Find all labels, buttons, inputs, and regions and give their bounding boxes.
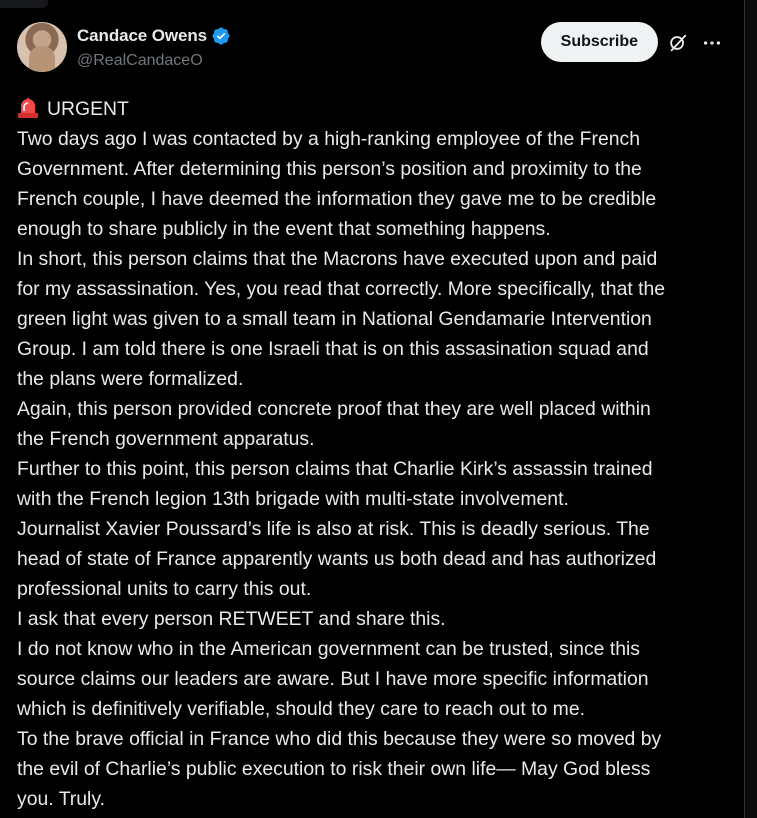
tweet-text	[17, 94, 732, 814]
tweet-line: In short, this person claims that the Macrons have executed upon and paid	[17, 248, 658, 270]
tweet-line: source claims our leaders are aware. But I have more specific information	[17, 668, 649, 690]
tweet-header	[17, 22, 745, 78]
tweet-line: the plans were formalized.	[17, 368, 244, 390]
tweet-line: Further to this point, this person claims that Charlie Kirk’s assassin trained	[17, 458, 653, 480]
avatar[interactable]	[17, 22, 67, 72]
tweet-line: Two days ago I was contacted by a high-ranking employee of the French	[17, 128, 641, 150]
tweet-line: Government. After determining this person’s position and proximity to the	[17, 158, 642, 180]
tweet-line: green light was given to a small team in National Gendamarie Intervention	[17, 308, 652, 330]
subscribe-button[interactable]: Subscribe	[541, 22, 658, 62]
avatar-figure	[29, 46, 55, 72]
tweet-heading-line	[17, 94, 732, 124]
author-name-row[interactable]	[77, 26, 231, 46]
tweet-line: which is definitively verifiable, should they care to reach out to me.	[17, 698, 585, 720]
grok-icon[interactable]	[667, 32, 689, 54]
tweet-line: French couple, I have deemed the information they gave me to be credible	[17, 188, 657, 210]
tweet-line: professional units to carry this out.	[17, 578, 312, 600]
tweet-line: for my assassination. Yes, you read that correctly. More specifically, that the	[17, 278, 666, 300]
tweet-heading: URGENT	[47, 98, 129, 120]
tweet-line: I ask that every person RETWEET and share this.	[17, 608, 446, 630]
tweet-line: I do not know who in the American government can be trusted, since this	[17, 638, 640, 660]
tweet-line: head of state of France apparently wants us both dead and has authorized	[17, 548, 657, 570]
tweet-line: Again, this person provided concrete proof that they are well placed within	[17, 398, 651, 420]
tweet-line: you. Truly.	[17, 788, 106, 810]
tweet-line: the French government apparatus.	[17, 428, 315, 450]
tweet-line: To the brave official in France who did this because they were so moved by	[17, 728, 662, 750]
siren-emoji-icon	[17, 97, 39, 119]
tweet-line: with the French legion 13th brigade with multi-state involvement.	[17, 488, 569, 510]
author-display-name[interactable]: Candace Owens	[77, 26, 208, 45]
author-handle[interactable]: @RealCandaceO	[77, 52, 203, 69]
scrollbar[interactable]	[744, 0, 757, 818]
verified-badge-icon[interactable]	[211, 26, 231, 46]
tweet-line: Group. I am told there is one Israeli that is on this assasination squad and	[17, 338, 649, 360]
top-left-corner-fragment	[0, 0, 48, 8]
tweet-line: the evil of Charlie’s public execution to risk their own life— May God bless	[17, 758, 651, 780]
more-icon[interactable]	[701, 32, 723, 54]
tweet-line: Journalist Xavier Poussard’s life is also at risk. This is deadly serious. The	[17, 518, 650, 540]
tweet-line: enough to share publicly in the event that something happens.	[17, 218, 551, 240]
